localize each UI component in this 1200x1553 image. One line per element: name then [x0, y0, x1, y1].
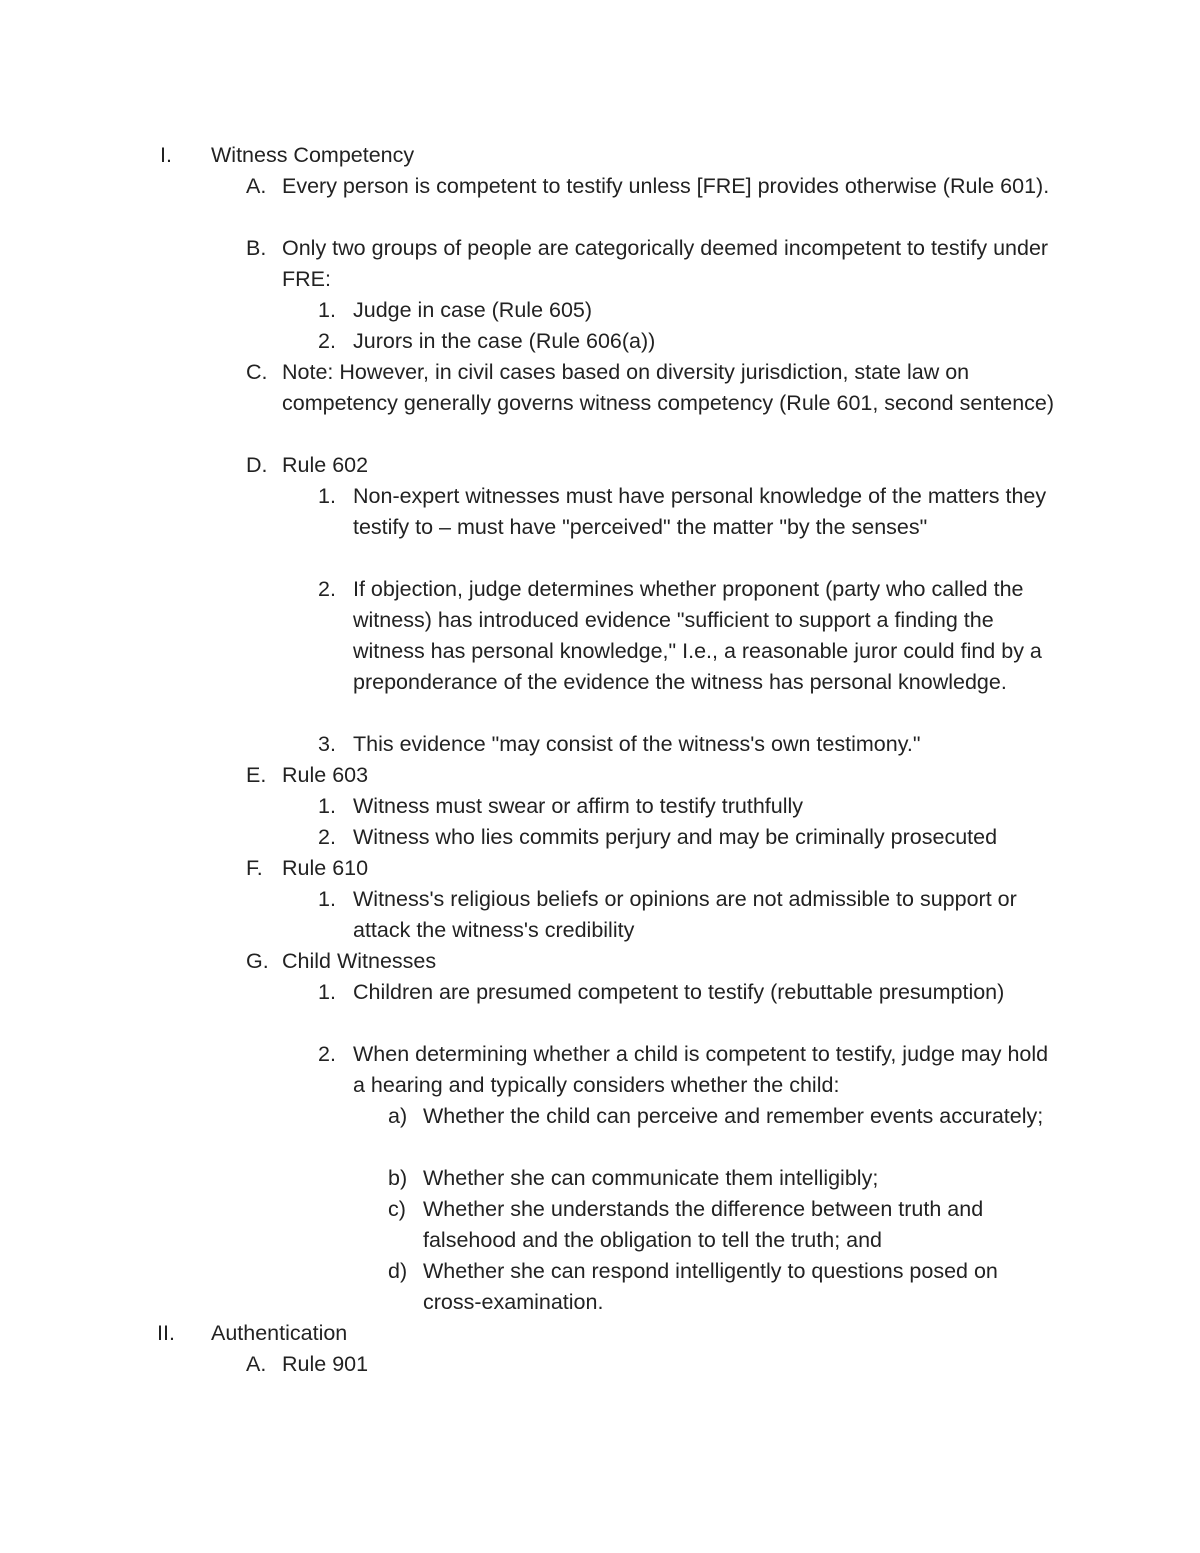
section-heading [0, 140, 1200, 171]
outline-marker: I. [160, 143, 172, 167]
outline-marker: 3. [318, 732, 336, 756]
outline-marker: 1. [318, 298, 336, 322]
outline-text: Children are presumed competent to testify (rebuttable presumption) [353, 980, 1005, 1004]
outline-subsubitem [0, 1194, 1200, 1256]
outline-marker: d) [388, 1259, 408, 1283]
outline-text: Only two groups of people are categorically deemed incompetent to testify under FRE: [282, 236, 1049, 291]
outline-marker: 1. [318, 484, 336, 508]
outline-marker: F. [246, 856, 263, 880]
outline-marker: E. [246, 763, 267, 787]
outline-text: Rule 610 [282, 856, 369, 880]
outline-text: Rule 901 [282, 1352, 369, 1376]
outline-marker: 1. [318, 794, 336, 818]
outline-subitem [0, 977, 1200, 1039]
outline-subitem [0, 574, 1200, 729]
outline-text: Witness must swear or affirm to testify truthfully [353, 794, 804, 818]
outline-item [0, 357, 1200, 450]
outline-text: Whether the child can perceive and remember events accurately; [423, 1104, 1044, 1128]
section-title: Witness Competency [211, 143, 415, 167]
outline-marker: 2. [318, 577, 336, 601]
outline-text: Jurors in the case (Rule 606(a)) [353, 329, 656, 353]
outline-subitem [0, 791, 1200, 822]
outline-text: Judge in case (Rule 605) [353, 298, 593, 322]
outline-text: Witness's religious beliefs or opinions are not admissible to support or attack the witness's credibility [353, 887, 1017, 942]
outline-text: Every person is competent to testify unless [FRE] provides otherwise (Rule 601). [282, 174, 1050, 198]
outline-text: When determining whether a child is competent to testify, judge may hold a hearing and typically considers whether the child: [353, 1042, 1049, 1097]
outline-marker: 2. [318, 825, 336, 849]
outline-text: Witness who lies commits perjury and may be criminally prosecuted [353, 825, 998, 849]
outline-marker: B. [246, 236, 267, 260]
outline-marker: D. [246, 453, 268, 477]
outline-marker: b) [388, 1166, 408, 1190]
outline-marker: A. [246, 1352, 267, 1376]
outline-marker: 2. [318, 329, 336, 353]
outline-text: If objection, judge determines whether proponent (party who called the witness) has introduced evidence "sufficient to support a finding the witness has personal knowledge," I.e., a reasonable juror could find by a preponderance of the evidence the witness has personal knowledge. [353, 577, 1042, 694]
outline-item [0, 946, 1200, 977]
outline-text: Whether she can communicate them intelligibly; [423, 1166, 879, 1190]
outline-subsubitem [0, 1163, 1200, 1194]
outline-subsubitem [0, 1256, 1200, 1318]
outline-marker: 1. [318, 980, 336, 1004]
outline-subsubitem [0, 1101, 1200, 1163]
outline-marker: II. [157, 1321, 175, 1345]
outline-marker: c) [388, 1197, 406, 1221]
outline-text: This evidence "may consist of the witness's own testimony." [353, 732, 921, 756]
outline-item [0, 450, 1200, 481]
outline-text: Note: However, in civil cases based on diversity jurisdiction, state law on competency generally governs witness competency (Rule 601, second sentence) [282, 360, 1055, 415]
outline-subitem [0, 729, 1200, 760]
outline-text: Non-expert witnesses must have personal knowledge of the matters they testify to – must have "perceived" the matter "by the senses" [353, 484, 1047, 539]
document-page [0, 140, 1200, 1380]
outline-text: Child Witnesses [282, 949, 437, 973]
outline-text: Whether she can respond intelligently to questions posed on cross-examination. [423, 1259, 998, 1314]
outline-text: Rule 602 [282, 453, 369, 477]
outline-subitem [0, 326, 1200, 357]
outline-item [0, 760, 1200, 791]
outline-marker: A. [246, 174, 267, 198]
section-title: Authentication [211, 1321, 348, 1345]
outline-subitem [0, 295, 1200, 326]
outline-text: Whether she understands the difference between truth and falsehood and the obligation to tell the truth; and [423, 1197, 984, 1252]
outline-item [0, 171, 1200, 233]
outline-subitem [0, 822, 1200, 853]
outline-item [0, 853, 1200, 884]
outline-marker: 2. [318, 1042, 336, 1066]
outline-marker: G. [246, 949, 269, 973]
outline-marker: a) [388, 1104, 408, 1128]
outline-subitem [0, 1039, 1200, 1101]
outline-subitem [0, 481, 1200, 574]
section-heading [0, 1318, 1200, 1349]
outline-marker: C. [246, 360, 268, 384]
outline-marker: 1. [318, 887, 336, 911]
outline-subitem [0, 884, 1200, 946]
outline-item [0, 1349, 1200, 1380]
outline-text: Rule 603 [282, 763, 369, 787]
outline-item [0, 233, 1200, 295]
